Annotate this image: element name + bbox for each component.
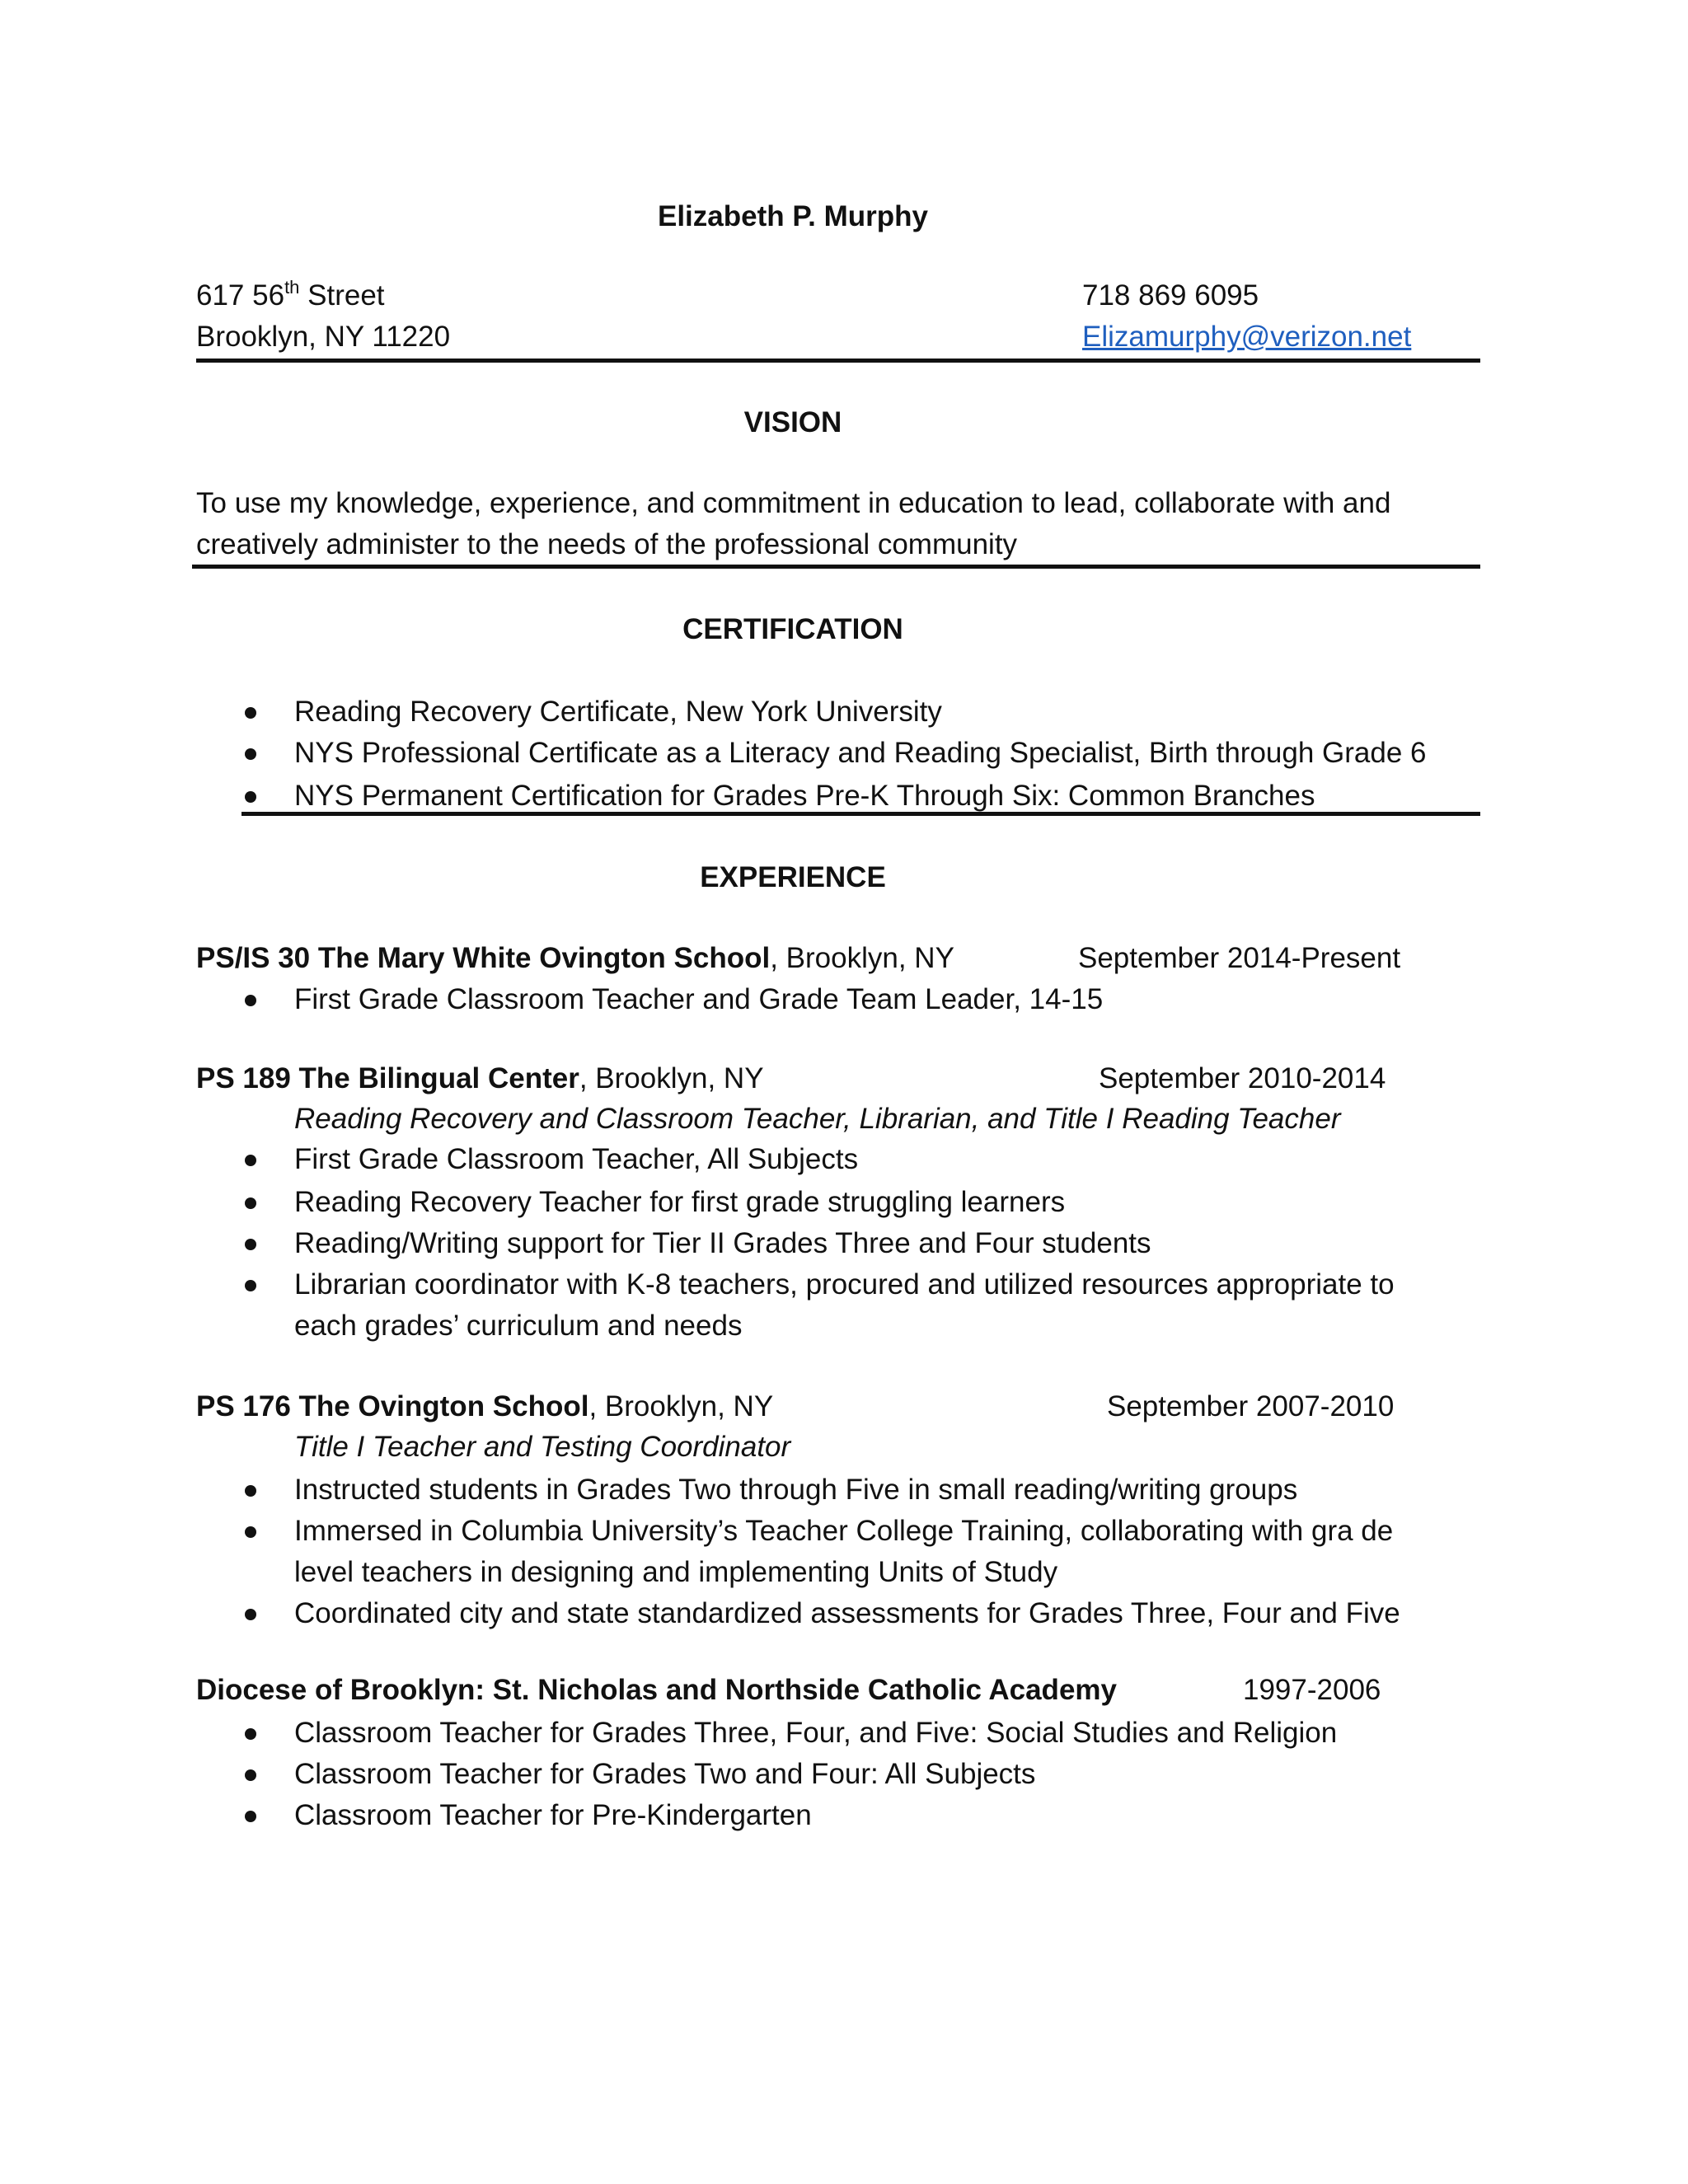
school-location: , Brooklyn, NY — [770, 942, 954, 974]
job-title-line — [196, 1062, 764, 1096]
school-location: , Brooklyn, NY — [588, 1390, 774, 1422]
certification-heading: CERTIFICATION — [682, 613, 903, 645]
school-name: PS/IS 30 The Mary White Ovington School — [196, 942, 771, 974]
job-item: First Grade Classroom Teacher and Grade Team Leader, 14-15 — [294, 983, 1104, 1015]
certification-item: NYS Professional Certificate as a Literacy and Reading Specialist, Birth through Grade 6 — [294, 737, 1427, 769]
bullet-icon — [245, 1485, 256, 1497]
job-role: Reading Recovery and Classroom Teacher, Librarian, and Title I Reading Teacher — [294, 1103, 1341, 1135]
bullet-icon — [245, 1239, 256, 1250]
bullet-icon — [245, 1609, 256, 1620]
job-item: Instructed students in Grades Two through Five in small reading/writing groups — [294, 1474, 1298, 1506]
phone-number: 718 869 6095 — [1082, 279, 1259, 312]
certification-item: Reading Recovery Certificate, New York University — [294, 696, 942, 728]
bullet-icon — [245, 1280, 256, 1291]
bullet-icon — [245, 1728, 256, 1740]
job-role: Title I Teacher and Testing Coordinator — [294, 1431, 791, 1463]
job-item-continuation: each grades’ curriculum and needs — [294, 1310, 743, 1342]
job-item-continuation: level teachers in designing and implementing Units of Study — [294, 1556, 1058, 1588]
address-street: Street — [299, 279, 385, 312]
job-dates: September 2007-2010 — [1107, 1390, 1395, 1422]
email-link[interactable]: Elizamurphy@verizon.net — [1082, 321, 1412, 353]
experience-heading: EXPERIENCE — [700, 861, 886, 893]
bullet-icon — [245, 707, 256, 719]
job-dates: September 2010-2014 — [1099, 1062, 1386, 1094]
bullet-icon — [245, 1526, 256, 1538]
bullet-icon — [245, 791, 256, 803]
job-item: Classroom Teacher for Grades Three, Four, and Five: Social Studies and Religion — [294, 1717, 1338, 1749]
candidate-name: Elizabeth P. Murphy — [657, 200, 929, 232]
bullet-icon — [245, 1769, 256, 1781]
address-ordinal: th — [284, 277, 300, 298]
job-title-line — [196, 1390, 773, 1424]
bullet-icon — [245, 748, 256, 760]
job-dates: September 2014-Present — [1078, 942, 1401, 974]
job-item: Classroom Teacher for Grades Two and Four: All Subjects — [294, 1758, 1036, 1790]
job-item: Classroom Teacher for Pre-Kindergarten — [294, 1799, 812, 1831]
bullet-icon — [245, 1197, 256, 1209]
bullet-icon — [245, 995, 256, 1006]
address-line-1 — [196, 279, 385, 313]
job-dates: 1997-2006 — [1243, 1674, 1381, 1706]
vision-heading: VISION — [743, 406, 842, 438]
bullet-icon — [245, 1811, 256, 1822]
bullet-icon — [245, 1155, 256, 1166]
address-line-2: Brooklyn, NY 11220 — [196, 321, 451, 353]
address-number: 617 56 — [196, 279, 285, 312]
job-item: Reading Recovery Teacher for first grade struggling learners — [294, 1186, 1066, 1218]
certification-divider — [241, 812, 1480, 816]
school-name: PS 176 The Ovington School — [196, 1390, 589, 1422]
job-item: First Grade Classroom Teacher, All Subjects — [294, 1143, 859, 1175]
school-location: , Brooklyn, NY — [579, 1062, 764, 1094]
job-item: Reading/Writing support for Tier II Grades Three and Four students — [294, 1227, 1151, 1259]
job-title-line — [196, 941, 954, 976]
header-divider — [196, 359, 1480, 363]
school-name: Diocese of Brooklyn: St. Nicholas and Northside Catholic Academy — [196, 1674, 1117, 1706]
school-name: PS 189 The Bilingual Center — [196, 1062, 579, 1094]
vision-text-line-1: To use my knowledge, experience, and commitment in education to lead, collaborate with and — [196, 487, 1391, 519]
vision-text-line-2: creatively administer to the needs of the professional community — [196, 528, 1018, 560]
certification-item: NYS Permanent Certification for Grades Pre-K Through Six: Common Branches — [294, 780, 1315, 812]
job-item: Immersed in Columbia University’s Teacher College Training, collaborating with gra de — [294, 1515, 1394, 1547]
job-item: Coordinated city and state standardized assessments for Grades Three, Four and Five — [294, 1597, 1400, 1629]
job-item: Librarian coordinator with K-8 teachers, procured and utilized resources appropriate to — [294, 1268, 1395, 1301]
vision-divider — [192, 565, 1480, 569]
